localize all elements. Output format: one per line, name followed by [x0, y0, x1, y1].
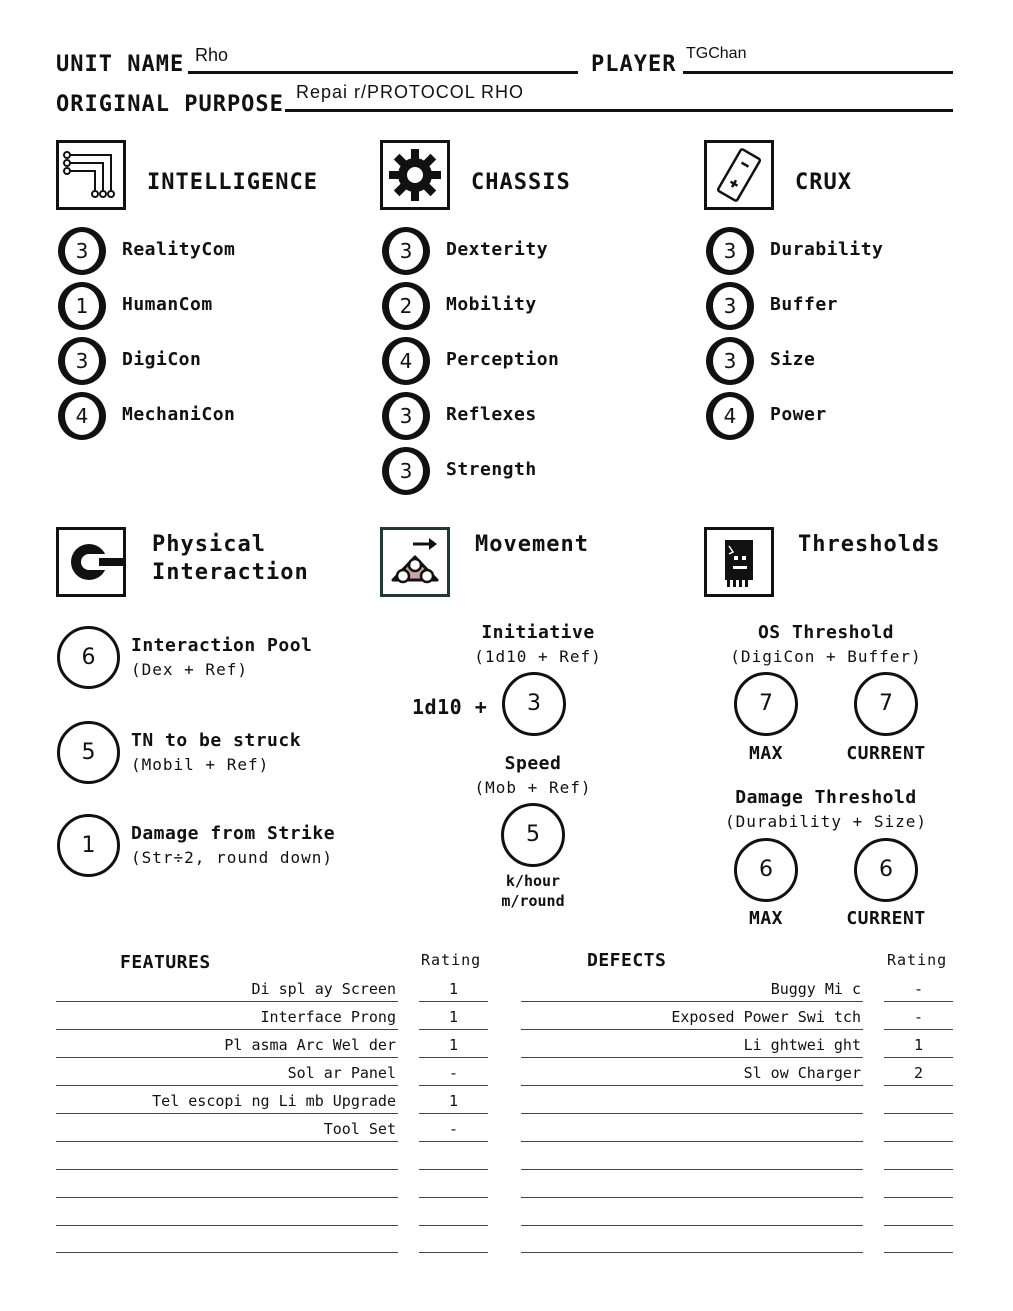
- stat-name: Durability: [770, 239, 884, 260]
- rating-line: [419, 1252, 488, 1253]
- rating-line: [419, 1085, 488, 1086]
- speed-unit-mpr: m/round: [501, 892, 565, 910]
- defects-rating-label: Rating: [887, 951, 948, 969]
- stat-value[interactable]: 3: [713, 342, 747, 380]
- rating-line: [419, 1225, 488, 1226]
- stat-value[interactable]: 3: [389, 397, 423, 435]
- os-threshold-formula: (DigiCon + Buffer): [730, 647, 922, 666]
- row-line: [521, 1252, 863, 1253]
- row-line: [521, 1001, 863, 1002]
- speed-unit-kph: k/hour: [505, 872, 561, 890]
- row-line: [521, 1169, 863, 1170]
- intelligence-title: INTELLIGENCE: [147, 170, 318, 195]
- stat-name: MechaniCon: [122, 404, 236, 425]
- rating-line: [419, 1029, 488, 1030]
- row-rating[interactable]: -: [448, 1064, 459, 1082]
- os-threshold-label: OS Threshold: [757, 622, 895, 643]
- rating-line: [884, 1225, 953, 1226]
- defects-title: DEFECTS: [587, 950, 667, 971]
- stat-value[interactable]: 4: [65, 397, 99, 435]
- row-name[interactable]: Li ghtwei ght: [743, 1036, 861, 1054]
- gear-icon: [380, 140, 450, 210]
- stat-name: DigiCon: [122, 349, 202, 370]
- row-line: [56, 1057, 398, 1058]
- rating-line: [419, 1141, 488, 1142]
- rating-line: [884, 1085, 953, 1086]
- rating-line: [884, 1029, 953, 1030]
- interaction-pool-formula: (Dex + Ref): [131, 660, 248, 679]
- movement-title: Movement: [475, 532, 589, 557]
- row-line: [521, 1113, 863, 1114]
- thresholds-title: Thresholds: [798, 532, 941, 557]
- rating-line: [884, 1113, 953, 1114]
- stat-name: Dexterity: [446, 239, 549, 260]
- player-line: [683, 71, 953, 74]
- row-line: [521, 1141, 863, 1142]
- stat-name: Strength: [446, 459, 537, 480]
- os-max-value[interactable]: 7: [734, 672, 798, 736]
- row-rating[interactable]: -: [913, 980, 924, 998]
- row-name[interactable]: Di spl ay Screen: [251, 980, 396, 998]
- row-line: [56, 1085, 398, 1086]
- row-name[interactable]: Sol ar Panel: [287, 1064, 396, 1082]
- stat-value[interactable]: 3: [389, 452, 423, 490]
- damage-threshold-formula: (Durability + Size): [724, 812, 928, 831]
- row-line: [521, 1225, 863, 1226]
- chassis-title: CHASSIS: [471, 170, 571, 195]
- row-name[interactable]: Buggy Mi c: [770, 980, 861, 998]
- rating-line: [884, 1197, 953, 1198]
- row-line: [56, 1225, 398, 1226]
- stat-name: Power: [770, 404, 827, 425]
- row-rating[interactable]: -: [448, 1120, 459, 1138]
- features-rating-label: Rating: [421, 951, 482, 969]
- row-line: [56, 1001, 398, 1002]
- initiative-label: Initiative: [481, 622, 595, 643]
- row-rating[interactable]: 1: [913, 1036, 924, 1054]
- row-line: [521, 1197, 863, 1198]
- stat-name: HumanCom: [122, 294, 213, 315]
- treads-icon: [380, 527, 450, 597]
- tn-struck-value[interactable]: 5: [57, 721, 120, 784]
- rating-line: [419, 1001, 488, 1002]
- row-name[interactable]: Sl ow Charger: [743, 1064, 861, 1082]
- row-line: [56, 1141, 398, 1142]
- speed-label: Speed: [504, 753, 562, 774]
- battery-icon: [704, 140, 774, 210]
- original-purpose-value[interactable]: Repai r/PROTOCOL RHO: [296, 82, 525, 102]
- row-line: [521, 1085, 863, 1086]
- row-line: [56, 1029, 398, 1030]
- row-line: [56, 1197, 398, 1198]
- physical-title-line2: Interaction: [152, 560, 309, 585]
- row-rating[interactable]: 1: [448, 980, 459, 998]
- rating-line: [884, 1057, 953, 1058]
- row-rating[interactable]: 2: [913, 1064, 924, 1082]
- initiative-value[interactable]: 3: [502, 672, 566, 736]
- stat-value[interactable]: 3: [389, 232, 423, 270]
- row-name[interactable]: Interface Prong: [260, 1008, 396, 1026]
- row-rating[interactable]: -: [913, 1008, 924, 1026]
- row-line: [521, 1029, 863, 1030]
- row-name[interactable]: Exposed Power Swi tch: [671, 1008, 861, 1026]
- stat-value[interactable]: 3: [713, 232, 747, 270]
- row-line: [521, 1057, 863, 1058]
- stat-name: RealityCom: [122, 239, 236, 260]
- row-name[interactable]: Tel escopi ng Li mb Upgrade: [152, 1092, 396, 1110]
- chip-icon: [704, 527, 774, 597]
- stat-name: Mobility: [446, 294, 537, 315]
- damage-strike-formula: (Str÷2, round down): [131, 848, 334, 867]
- tn-struck-label: TN to be struck: [131, 730, 302, 751]
- damage-threshold-label: Damage Threshold: [735, 787, 917, 808]
- row-rating[interactable]: 1: [448, 1092, 459, 1110]
- row-rating[interactable]: 1: [448, 1036, 459, 1054]
- damage-max-label: MAX: [748, 908, 783, 929]
- os-max-label: MAX: [748, 743, 783, 764]
- stat-value[interactable]: 3: [65, 232, 99, 270]
- stat-name: Buffer: [770, 294, 839, 315]
- rating-line: [884, 1252, 953, 1253]
- damage-current-label: CURRENT: [846, 908, 926, 929]
- initiative-formula: (1d10 + Ref): [474, 647, 602, 666]
- speed-value[interactable]: 5: [501, 803, 565, 867]
- stat-name: Size: [770, 349, 816, 370]
- circuit-icon: [56, 140, 126, 210]
- unit-name-line: [188, 71, 578, 74]
- damage-strike-label: Damage from Strike: [131, 823, 336, 844]
- rating-line: [884, 1141, 953, 1142]
- stat-value[interactable]: 4: [389, 342, 423, 380]
- unit-name-label: UNIT NAME: [56, 52, 185, 77]
- wrench-icon: [56, 527, 126, 597]
- stat-value[interactable]: 3: [65, 342, 99, 380]
- crux-title: CRUX: [795, 170, 852, 195]
- speed-formula: (Mob + Ref): [474, 778, 592, 797]
- rating-line: [419, 1113, 488, 1114]
- player-label: PLAYER: [591, 52, 677, 77]
- player-value[interactable]: TGChan: [686, 45, 747, 62]
- row-line: [56, 1252, 398, 1253]
- original-purpose-label: ORIGINAL PURPOSE: [56, 92, 284, 117]
- interaction-pool-value[interactable]: 6: [57, 626, 120, 689]
- damage-current-value[interactable]: 6: [854, 838, 918, 902]
- features-title: FEATURES: [120, 952, 211, 973]
- rating-line: [884, 1001, 953, 1002]
- row-rating[interactable]: 1: [448, 1008, 459, 1026]
- initiative-prefix: 1d10 +: [412, 695, 488, 719]
- stat-value[interactable]: 3: [713, 287, 747, 325]
- rating-line: [419, 1197, 488, 1198]
- row-line: [56, 1169, 398, 1170]
- rating-line: [419, 1057, 488, 1058]
- stat-value[interactable]: 1: [65, 287, 99, 325]
- stat-value[interactable]: 2: [389, 287, 423, 325]
- original-purpose-line: [285, 109, 953, 112]
- row-name[interactable]: Tool Set: [323, 1120, 396, 1138]
- interaction-pool-label: Interaction Pool: [131, 635, 313, 656]
- os-current-value[interactable]: 7: [854, 672, 918, 736]
- rating-line: [884, 1169, 953, 1170]
- stat-value[interactable]: 4: [713, 397, 747, 435]
- tn-struck-formula: (Mobil + Ref): [131, 755, 270, 774]
- damage-strike-value[interactable]: 1: [57, 814, 120, 877]
- os-current-label: CURRENT: [846, 743, 926, 764]
- row-line: [56, 1113, 398, 1114]
- physical-title-line1: Physical: [152, 532, 266, 557]
- stat-name: Reflexes: [446, 404, 537, 425]
- unit-name-value[interactable]: Rho: [195, 45, 229, 65]
- rating-line: [419, 1169, 488, 1170]
- stat-name: Perception: [446, 349, 560, 370]
- row-name[interactable]: Pl asma Arc Wel der: [224, 1036, 396, 1054]
- damage-max-value[interactable]: 6: [734, 838, 798, 902]
